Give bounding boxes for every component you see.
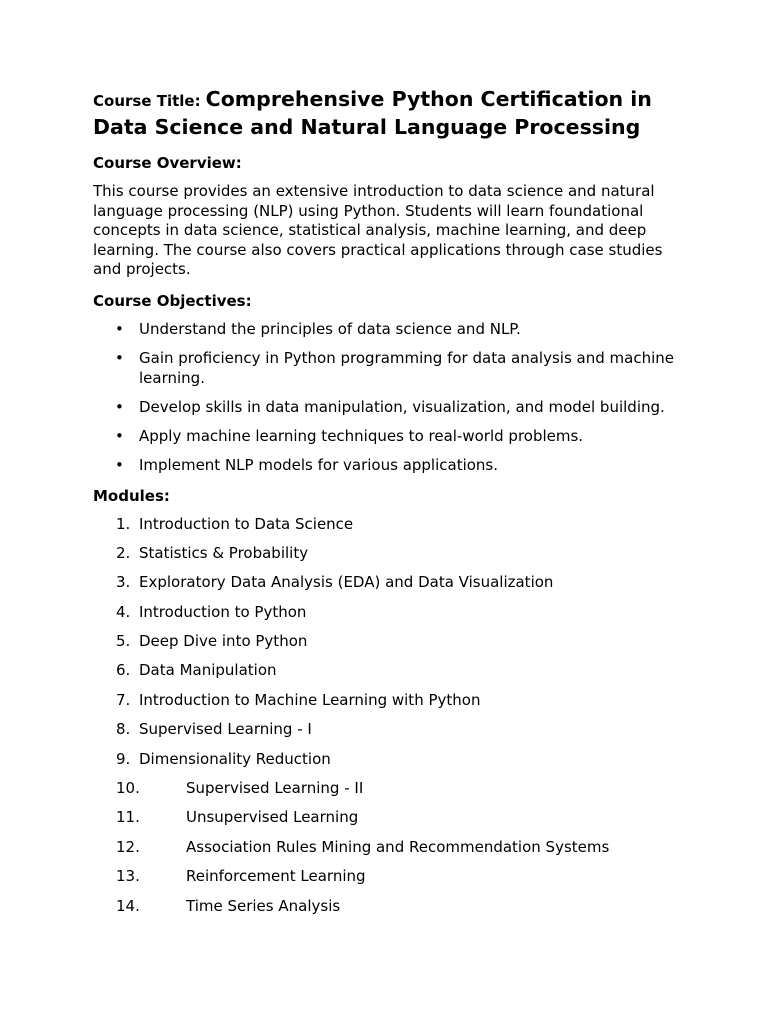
course-title — [93, 86, 678, 142]
objective-text: Understand the principles of data science and NLP. — [139, 319, 521, 338]
module-number: 5. — [116, 632, 131, 651]
module-label: Introduction to Machine Learning with Python — [139, 690, 481, 709]
module-label: Statistics & Probability — [139, 543, 309, 562]
module-label: Exploratory Data Analysis (EDA) and Data Visualization — [139, 573, 554, 592]
module-item — [93, 720, 678, 740]
module-item — [93, 750, 678, 770]
bullet-icon: • — [115, 319, 124, 338]
module-number: 2. — [116, 543, 131, 562]
module-item — [93, 544, 678, 564]
module-label: Dimensionality Reduction — [139, 749, 331, 768]
module-item — [93, 691, 678, 711]
module-number: 8. — [116, 720, 131, 739]
objective-text: Implement NLP models for various applications. — [139, 456, 499, 475]
module-label: Reinforcement Learning — [186, 867, 366, 886]
overview-paragraph: This course provides an extensive introduction to data science and natural language processing (NLP) using Python. Students will learn foundational concepts in data science, statistical analysis, machine learning, and deep learning. The course also covers practical applications through case studies and projects. — [93, 182, 663, 279]
module-label: Supervised Learning - I — [139, 720, 312, 739]
module-number: 1. — [116, 514, 131, 533]
module-label: Time Series Analysis — [186, 896, 341, 915]
module-number: 4. — [116, 602, 131, 621]
module-item — [93, 515, 678, 535]
module-label: Association Rules Mining and Recommendation Systems — [186, 837, 610, 856]
objectives-list — [93, 320, 678, 476]
module-item — [93, 838, 678, 858]
module-number: 10. — [116, 779, 140, 798]
module-item — [93, 573, 678, 593]
objective-item — [93, 349, 678, 388]
modules-heading: Modules: — [93, 486, 170, 505]
course-title-text: Comprehensive Python Certification in Data Science and Natural Language Processing — [93, 87, 652, 139]
module-item — [93, 779, 678, 799]
module-label: Data Manipulation — [139, 661, 277, 680]
module-item — [93, 867, 678, 887]
module-label: Unsupervised Learning — [186, 808, 359, 827]
module-item — [93, 897, 678, 917]
objective-item — [93, 427, 678, 447]
bullet-icon: • — [115, 427, 124, 446]
objective-item — [93, 320, 678, 340]
module-number: 13. — [116, 867, 140, 886]
module-number: 6. — [116, 661, 131, 680]
objectives-heading: Course Objectives: — [93, 291, 252, 310]
module-item — [93, 632, 678, 652]
objective-text: Apply machine learning techniques to real-world problems. — [139, 427, 584, 446]
module-label: Introduction to Data Science — [139, 514, 354, 533]
objective-item — [93, 398, 678, 418]
module-number: 14. — [116, 896, 140, 915]
module-item — [93, 603, 678, 623]
overview-heading: Course Overview: — [93, 154, 242, 172]
module-item — [93, 808, 678, 828]
module-label: Deep Dive into Python — [139, 632, 308, 651]
course-title-label: Course Title: — [93, 92, 201, 110]
objective-text: Gain proficiency in Python programming for data analysis and machine learning. — [139, 349, 674, 387]
module-number: 7. — [116, 690, 131, 709]
module-item — [93, 661, 678, 681]
module-label: Introduction to Python — [139, 602, 307, 621]
module-number: 12. — [116, 837, 140, 856]
objective-item — [93, 456, 678, 476]
modules-list — [93, 515, 678, 917]
bullet-icon: • — [115, 349, 124, 368]
module-number: 11. — [116, 808, 140, 827]
module-number: 3. — [116, 573, 131, 592]
bullet-icon: • — [115, 397, 124, 416]
bullet-icon: • — [115, 456, 124, 475]
objective-text: Develop skills in data manipulation, visualization, and model building. — [139, 397, 665, 416]
module-label: Supervised Learning - II — [186, 779, 364, 798]
module-number: 9. — [116, 749, 131, 768]
